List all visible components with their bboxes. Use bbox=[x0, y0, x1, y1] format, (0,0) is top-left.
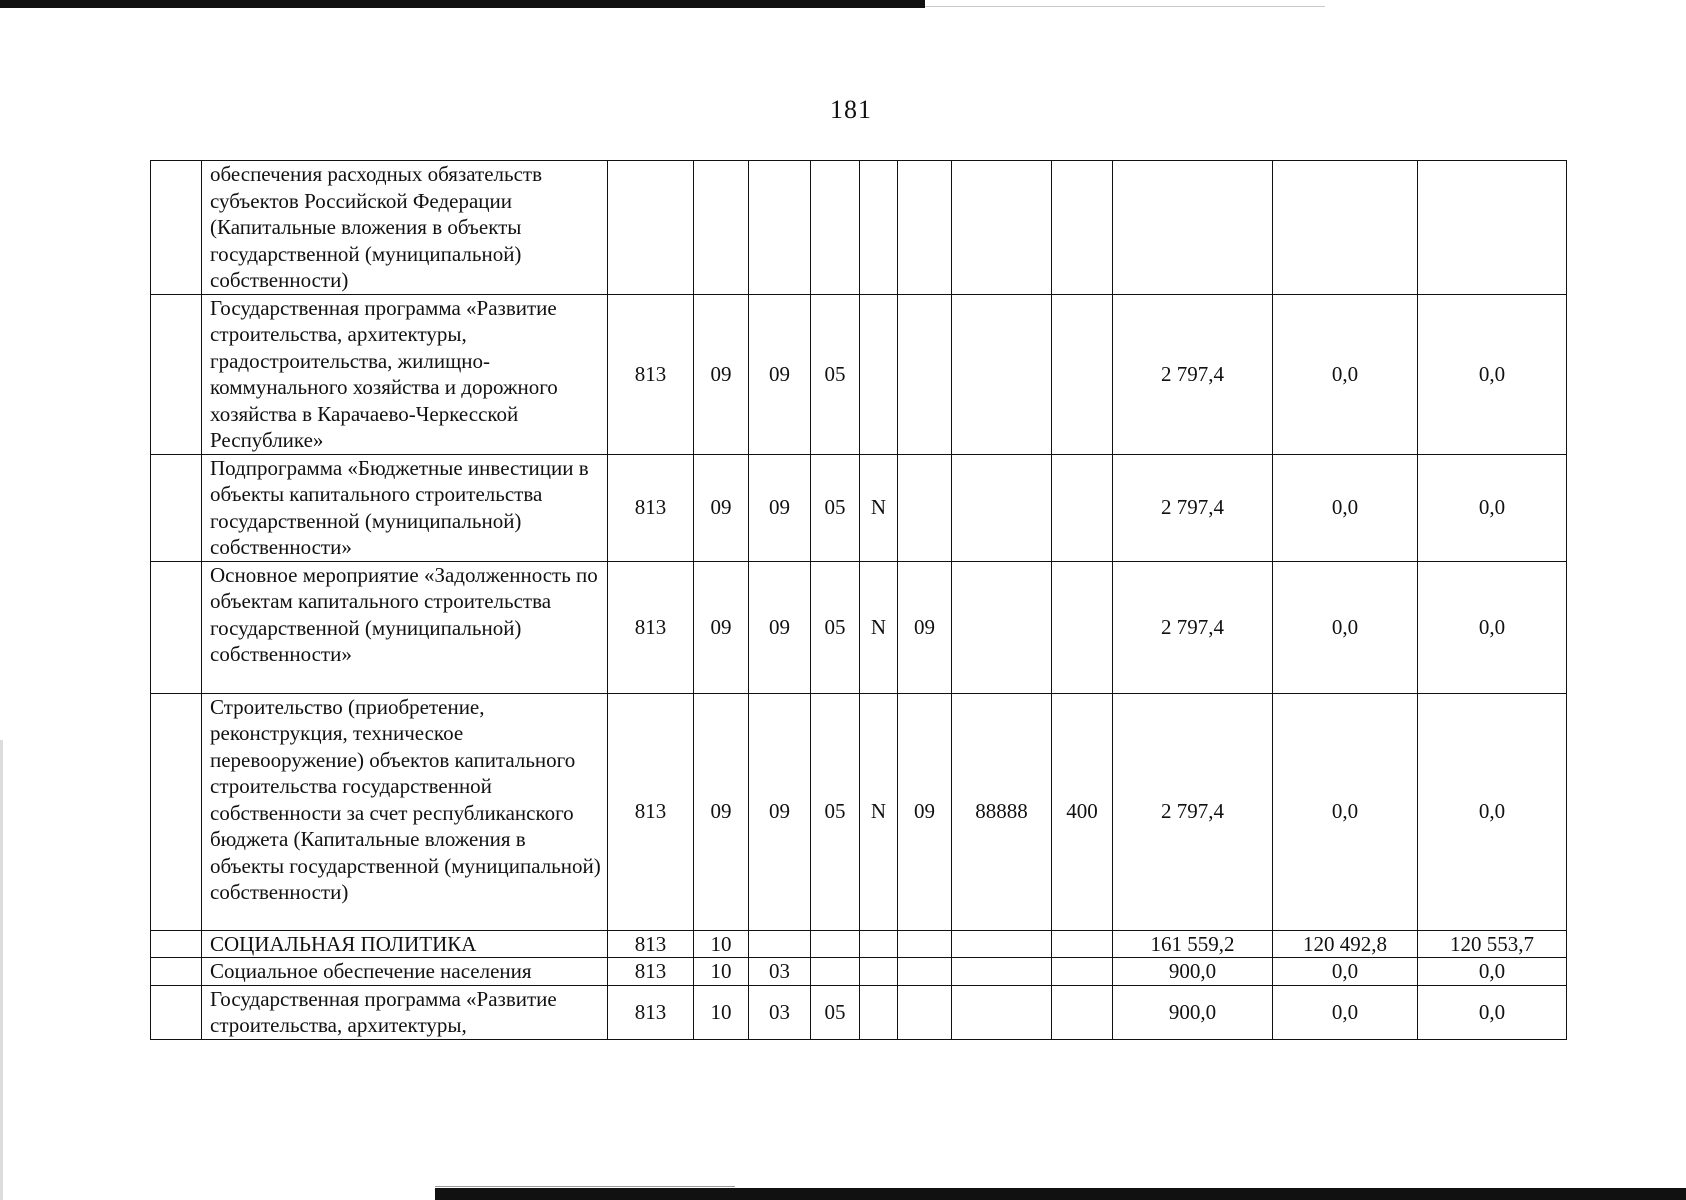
cell-row-number bbox=[151, 693, 202, 930]
cell-target-event bbox=[898, 930, 952, 958]
cell-amount-year-2 bbox=[1273, 161, 1418, 295]
table-row bbox=[151, 985, 1567, 1039]
cell-glava: 813 bbox=[608, 930, 694, 958]
cell-amount-year-1: 161 559,2 bbox=[1113, 930, 1273, 958]
cell-glava: 813 bbox=[608, 294, 694, 454]
cell-target-direction bbox=[952, 161, 1052, 295]
cell-glava bbox=[608, 161, 694, 295]
cell-razdel bbox=[694, 161, 749, 295]
cell-amount-year-2: 0,0 bbox=[1273, 985, 1418, 1039]
cell-amount-year-1: 900,0 bbox=[1113, 985, 1273, 1039]
budget-table bbox=[150, 160, 1567, 1040]
cell-item-name: Основное мероприятие «Задолженность по объектам капитального строительства государственной (муниципальной) собственности» bbox=[202, 561, 608, 693]
cell-target-direction bbox=[952, 958, 1052, 986]
cell-amount-year-1: 2 797,4 bbox=[1113, 294, 1273, 454]
cell-expense-type bbox=[1052, 161, 1113, 295]
cell-amount-year-1: 2 797,4 bbox=[1113, 561, 1273, 693]
cell-item-name: Государственная программа «Развитие строительства, архитектуры, bbox=[202, 985, 608, 1039]
table-body bbox=[151, 161, 1567, 1040]
cell-target-event bbox=[898, 958, 952, 986]
cell-amount-year-1: 2 797,4 bbox=[1113, 693, 1273, 930]
cell-expense-type bbox=[1052, 985, 1113, 1039]
cell-amount-year-3: 0,0 bbox=[1418, 294, 1567, 454]
cell-target-subprogram bbox=[860, 985, 898, 1039]
scan-edge-left bbox=[0, 740, 3, 1200]
cell-podrazdel: 03 bbox=[749, 985, 811, 1039]
cell-expense-type: 400 bbox=[1052, 693, 1113, 930]
cell-target-direction bbox=[952, 454, 1052, 561]
cell-target-direction bbox=[952, 985, 1052, 1039]
cell-expense-type bbox=[1052, 454, 1113, 561]
cell-item-name: обеспечения расходных обязательств субъектов Российской Федерации (Капитальные вложения в объекты государственной (муниципальной) собственности) bbox=[202, 161, 608, 295]
cell-row-number bbox=[151, 985, 202, 1039]
cell-target-event: 09 bbox=[898, 561, 952, 693]
cell-expense-type bbox=[1052, 958, 1113, 986]
cell-target-program: 05 bbox=[811, 985, 860, 1039]
cell-podrazdel: 03 bbox=[749, 958, 811, 986]
page-number: 181 bbox=[830, 95, 872, 124]
cell-amount-year-3: 0,0 bbox=[1418, 693, 1567, 930]
cell-target-event bbox=[898, 985, 952, 1039]
cell-amount-year-3: 0,0 bbox=[1418, 454, 1567, 561]
scan-edge-top bbox=[0, 0, 925, 8]
cell-razdel: 10 bbox=[694, 930, 749, 958]
cell-amount-year-1: 2 797,4 bbox=[1113, 454, 1273, 561]
cell-target-event bbox=[898, 294, 952, 454]
table-row bbox=[151, 958, 1567, 986]
cell-target-program: 05 bbox=[811, 454, 860, 561]
cell-row-number bbox=[151, 958, 202, 986]
cell-razdel: 09 bbox=[694, 693, 749, 930]
cell-amount-year-3: 120 553,7 bbox=[1418, 930, 1567, 958]
cell-amount-year-3: 0,0 bbox=[1418, 561, 1567, 693]
cell-glava: 813 bbox=[608, 985, 694, 1039]
cell-amount-year-1 bbox=[1113, 161, 1273, 295]
cell-target-subprogram bbox=[860, 294, 898, 454]
cell-row-number bbox=[151, 161, 202, 295]
cell-podrazdel: 09 bbox=[749, 454, 811, 561]
cell-target-event bbox=[898, 161, 952, 295]
cell-podrazdel: 09 bbox=[749, 693, 811, 930]
cell-target-program: 05 bbox=[811, 294, 860, 454]
cell-podrazdel: 09 bbox=[749, 561, 811, 693]
scan-edge-bottom bbox=[435, 1188, 1686, 1200]
cell-amount-year-2: 0,0 bbox=[1273, 561, 1418, 693]
cell-glava: 813 bbox=[608, 454, 694, 561]
cell-target-event: 09 bbox=[898, 693, 952, 930]
cell-razdel: 09 bbox=[694, 561, 749, 693]
cell-razdel: 10 bbox=[694, 985, 749, 1039]
cell-expense-type bbox=[1052, 294, 1113, 454]
cell-amount-year-2: 0,0 bbox=[1273, 294, 1418, 454]
cell-expense-type bbox=[1052, 930, 1113, 958]
cell-target-program bbox=[811, 161, 860, 295]
cell-target-event bbox=[898, 454, 952, 561]
scan-edge-top-thin bbox=[925, 6, 1325, 7]
cell-amount-year-2: 120 492,8 bbox=[1273, 930, 1418, 958]
cell-target-subprogram: N bbox=[860, 561, 898, 693]
cell-target-program bbox=[811, 930, 860, 958]
table-row bbox=[151, 930, 1567, 958]
cell-row-number bbox=[151, 294, 202, 454]
table-row bbox=[151, 294, 1567, 454]
cell-item-name: Подпрограмма «Бюджетные инвестиции в объекты капитального строительства государственной (муниципальной) собственности» bbox=[202, 454, 608, 561]
cell-item-name: СОЦИАЛЬНАЯ ПОЛИТИКА bbox=[202, 930, 608, 958]
cell-amount-year-1: 900,0 bbox=[1113, 958, 1273, 986]
cell-item-name: Строительство (приобретение, реконструкция, техническое перевооружение) объектов капитального строительства государственной собственности за счет республиканского бюджета (Капитальные вложения в объекты государственной (муниципальной) собственности) bbox=[202, 693, 608, 930]
cell-target-direction bbox=[952, 930, 1052, 958]
cell-target-subprogram bbox=[860, 958, 898, 986]
cell-amount-year-2: 0,0 bbox=[1273, 958, 1418, 986]
cell-amount-year-2: 0,0 bbox=[1273, 693, 1418, 930]
cell-target-program: 05 bbox=[811, 693, 860, 930]
cell-target-subprogram bbox=[860, 161, 898, 295]
cell-podrazdel bbox=[749, 161, 811, 295]
cell-item-name: Государственная программа «Развитие строительства, архитектуры, градостроительства, жилищно-коммунального хозяйства и дорожного хозяйства в Карачаево-Черкесской Республике» bbox=[202, 294, 608, 454]
cell-amount-year-2: 0,0 bbox=[1273, 454, 1418, 561]
cell-razdel: 09 bbox=[694, 294, 749, 454]
cell-row-number bbox=[151, 454, 202, 561]
cell-razdel: 09 bbox=[694, 454, 749, 561]
cell-expense-type bbox=[1052, 561, 1113, 693]
cell-razdel: 10 bbox=[694, 958, 749, 986]
cell-amount-year-3: 0,0 bbox=[1418, 958, 1567, 986]
table-row bbox=[151, 561, 1567, 693]
cell-target-subprogram: N bbox=[860, 693, 898, 930]
cell-glava: 813 bbox=[608, 958, 694, 986]
cell-target-subprogram bbox=[860, 930, 898, 958]
cell-target-direction: 88888 bbox=[952, 693, 1052, 930]
scan-edge-bottom-thin bbox=[435, 1186, 735, 1187]
cell-target-program: 05 bbox=[811, 561, 860, 693]
table-row bbox=[151, 693, 1567, 930]
cell-target-subprogram: N bbox=[860, 454, 898, 561]
cell-podrazdel: 09 bbox=[749, 294, 811, 454]
cell-amount-year-3: 0,0 bbox=[1418, 985, 1567, 1039]
cell-glava: 813 bbox=[608, 561, 694, 693]
cell-row-number bbox=[151, 930, 202, 958]
cell-row-number bbox=[151, 561, 202, 693]
cell-amount-year-3 bbox=[1418, 161, 1567, 295]
cell-podrazdel bbox=[749, 930, 811, 958]
cell-target-program bbox=[811, 958, 860, 986]
table-row bbox=[151, 454, 1567, 561]
cell-target-direction bbox=[952, 294, 1052, 454]
cell-item-name: Социальное обеспечение населения bbox=[202, 958, 608, 986]
cell-glava: 813 bbox=[608, 693, 694, 930]
cell-target-direction bbox=[952, 561, 1052, 693]
table-row bbox=[151, 161, 1567, 295]
